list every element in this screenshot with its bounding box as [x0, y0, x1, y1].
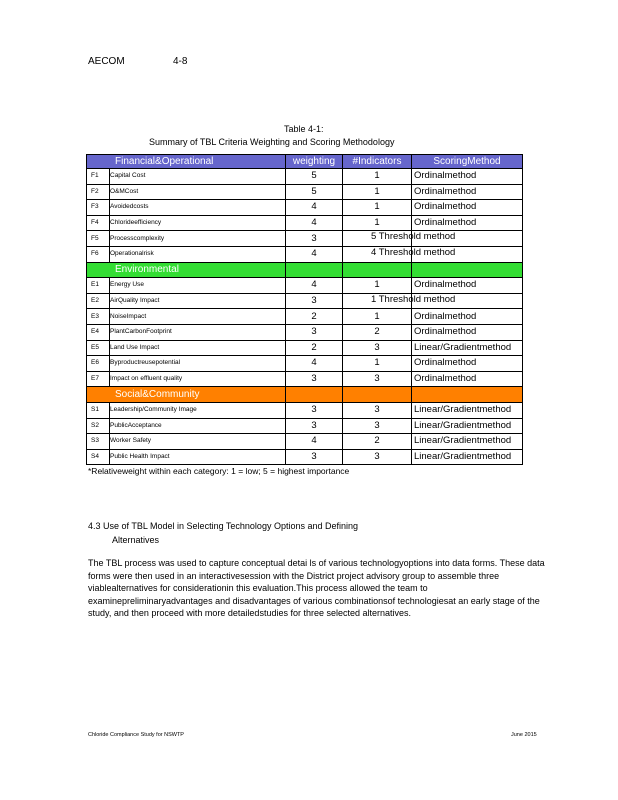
- footer-date: June 2015: [511, 732, 537, 738]
- criterion-name: Worker Safety: [110, 434, 286, 450]
- weighting-value: 2: [286, 340, 343, 356]
- section-spacer: [343, 262, 412, 278]
- criterion-name: Capital Cost: [110, 169, 286, 185]
- caption-title: Summary of TBL Criteria Weighting and Scoring Methodology: [149, 137, 395, 147]
- scoring-method: Ordinalmethod: [412, 169, 523, 185]
- caption-table-number: Table 4-1:: [284, 124, 324, 134]
- criterion-id: E7: [87, 371, 110, 387]
- scoring-method: Ordinalmethod: [412, 324, 523, 340]
- weighting-value: 3: [286, 293, 343, 309]
- criterion-name: Byproductreusepotential: [110, 356, 286, 372]
- criterion-id: E3: [87, 309, 110, 325]
- criterion-id: F1: [87, 169, 110, 185]
- footer-title: Chloride Compliance Study for NSWTP: [88, 732, 184, 738]
- table-row: [87, 231, 523, 247]
- table-row: [87, 340, 523, 356]
- criterion-id: S4: [87, 449, 110, 465]
- scoring-method: Ordinalmethod: [412, 309, 523, 325]
- criterion-id: S3: [87, 434, 110, 450]
- table-row: [87, 371, 523, 387]
- weighting-value: 3: [286, 449, 343, 465]
- criterion-id: E2: [87, 293, 110, 309]
- weighting-value: 4: [286, 278, 343, 294]
- criterion-name: Land Use Impact: [110, 340, 286, 356]
- table-row: [87, 278, 523, 294]
- criterion-name: Impact on effluent quality: [110, 371, 286, 387]
- indicator-count: 3: [343, 449, 412, 465]
- indicator-count: 2: [343, 434, 412, 450]
- criterion-id: E5: [87, 340, 110, 356]
- section-label: Environmental: [87, 262, 286, 278]
- criterion-id: F3: [87, 200, 110, 216]
- criterion-name: Public Health Impact: [110, 449, 286, 465]
- table-footnote: *Relativeweight within each category: 1 = low; 5 = highest importance: [88, 466, 350, 476]
- table-row: [87, 184, 523, 200]
- criterion-id: E4: [87, 324, 110, 340]
- indicator-count: 2: [343, 324, 412, 340]
- indicator-count: 3: [343, 418, 412, 434]
- criterion-id: F2: [87, 184, 110, 200]
- weighting-value: 3: [286, 231, 343, 247]
- indicator-count: 1: [343, 215, 412, 231]
- table-row: [87, 449, 523, 465]
- weighting-value: 5: [286, 169, 343, 185]
- indicator-count: 3: [343, 340, 412, 356]
- indicator-count: 1: [343, 169, 412, 185]
- criterion-id: F6: [87, 246, 110, 262]
- table-row: [87, 293, 523, 309]
- indicator-count: 1: [343, 309, 412, 325]
- criterion-id: F4: [87, 215, 110, 231]
- scoring-method: Ordinalmethod: [412, 356, 523, 372]
- weighting-value: 4: [286, 434, 343, 450]
- section-row: [87, 262, 523, 278]
- criterion-name: Avoidedcosts: [110, 200, 286, 216]
- weighting-value: 3: [286, 324, 343, 340]
- table-row: [87, 246, 523, 262]
- criterion-name: Chlorideefficiency: [110, 215, 286, 231]
- table-row: [87, 402, 523, 418]
- scoring-method: Linear/Gradientmethod: [412, 402, 523, 418]
- weighting-value: 2: [286, 309, 343, 325]
- table-row: [87, 215, 523, 231]
- table-row: [87, 200, 523, 216]
- table-row: [87, 356, 523, 372]
- scoring-method: Linear/Gradientmethod: [412, 434, 523, 450]
- scoring-method: Linear/Gradientmethod: [412, 449, 523, 465]
- section-spacer: [412, 387, 523, 403]
- header-page-number: 4-8: [173, 56, 188, 67]
- indicator-count: 3: [343, 402, 412, 418]
- criterion-name: PlantCarbonFootprint: [110, 324, 286, 340]
- table-header-row: [87, 155, 523, 169]
- criterion-name: NoiseImpact: [110, 309, 286, 325]
- table-row: [87, 418, 523, 434]
- scoring-method: Ordinalmethod: [412, 371, 523, 387]
- indicator-count: 1: [343, 200, 412, 216]
- header-org: AECOM: [88, 56, 125, 67]
- indicator-count: 1: [343, 184, 412, 200]
- weighting-value: 4: [286, 246, 343, 262]
- scoring-method: Ordinalmethod: [412, 215, 523, 231]
- section-heading: 4.3 Use of TBL Model in Selecting Technology Options and Defining: [88, 521, 358, 531]
- indicator-count: 1: [343, 356, 412, 372]
- indicator-count: [343, 293, 456, 309]
- scoring-method: Ordinalmethod: [412, 200, 523, 216]
- threshold-label: 4 Threshold method: [371, 246, 456, 258]
- section-spacer: [286, 387, 343, 403]
- scoring-method: Ordinalmethod: [412, 278, 523, 294]
- criterion-id: F5: [87, 231, 110, 247]
- header-category: Financial&Operational: [87, 155, 286, 169]
- section-label: Social&Community: [87, 387, 286, 403]
- table-row: [87, 324, 523, 340]
- table-row: [87, 434, 523, 450]
- criterion-id: E6: [87, 356, 110, 372]
- criterion-name: Leadership/Community Image: [110, 402, 286, 418]
- threshold-label: 5 Threshold method: [371, 231, 456, 243]
- weighting-value: 5: [286, 184, 343, 200]
- indicator-count: [343, 246, 456, 262]
- header-indicators: #Indicators: [343, 155, 412, 169]
- weighting-value: 3: [286, 371, 343, 387]
- criterion-name: Energy Use: [110, 278, 286, 294]
- indicator-count: 3: [343, 371, 412, 387]
- section-spacer: [286, 262, 343, 278]
- criterion-id: S1: [87, 402, 110, 418]
- scoring-method: Ordinalmethod: [412, 184, 523, 200]
- criterion-name: O&MCost: [110, 184, 286, 200]
- weighting-value: 3: [286, 402, 343, 418]
- section-spacer: [343, 387, 412, 403]
- section-row: [87, 387, 523, 403]
- header-weighting: weighting: [286, 155, 343, 169]
- threshold-label: 1 Threshold method: [371, 293, 456, 305]
- weighting-value: 4: [286, 356, 343, 372]
- weighting-value: 4: [286, 200, 343, 216]
- tbl-criteria-table: [86, 154, 523, 465]
- table-row: [87, 309, 523, 325]
- criterion-name: AirQuality Impact: [110, 293, 286, 309]
- body-paragraph: The TBL process was used to capture conceptual detai ls of various technologyoptions into data forms. These data forms were then used in an interactivesession with the District project advisory group to assemble three viablealternatives for considerationin this evaluation.This process allowed the team to examinepreliminaryadvantages and disadvantages of various combinationsof technologiesat an early stage of the study, and then proceed with more detailedstudies for three selected alternatives.: [88, 558, 545, 618]
- indicator-count: 1: [343, 278, 412, 294]
- indicator-count: [343, 231, 456, 247]
- scoring-method: Linear/Gradientmethod: [412, 418, 523, 434]
- header-scoring-method: ScoringMethod: [412, 155, 523, 169]
- weighting-value: 3: [286, 418, 343, 434]
- scoring-method: Linear/Gradientmethod: [412, 340, 523, 356]
- criterion-id: S2: [87, 418, 110, 434]
- section-heading-continued: Alternatives: [112, 535, 160, 545]
- criterion-id: E1: [87, 278, 110, 294]
- section-spacer: [412, 262, 523, 278]
- criterion-name: PublicAcceptance: [110, 418, 286, 434]
- table-row: [87, 169, 523, 185]
- criterion-name: Processcomplexity: [110, 231, 286, 247]
- criterion-name: Operationalrisk: [110, 246, 286, 262]
- weighting-value: 4: [286, 215, 343, 231]
